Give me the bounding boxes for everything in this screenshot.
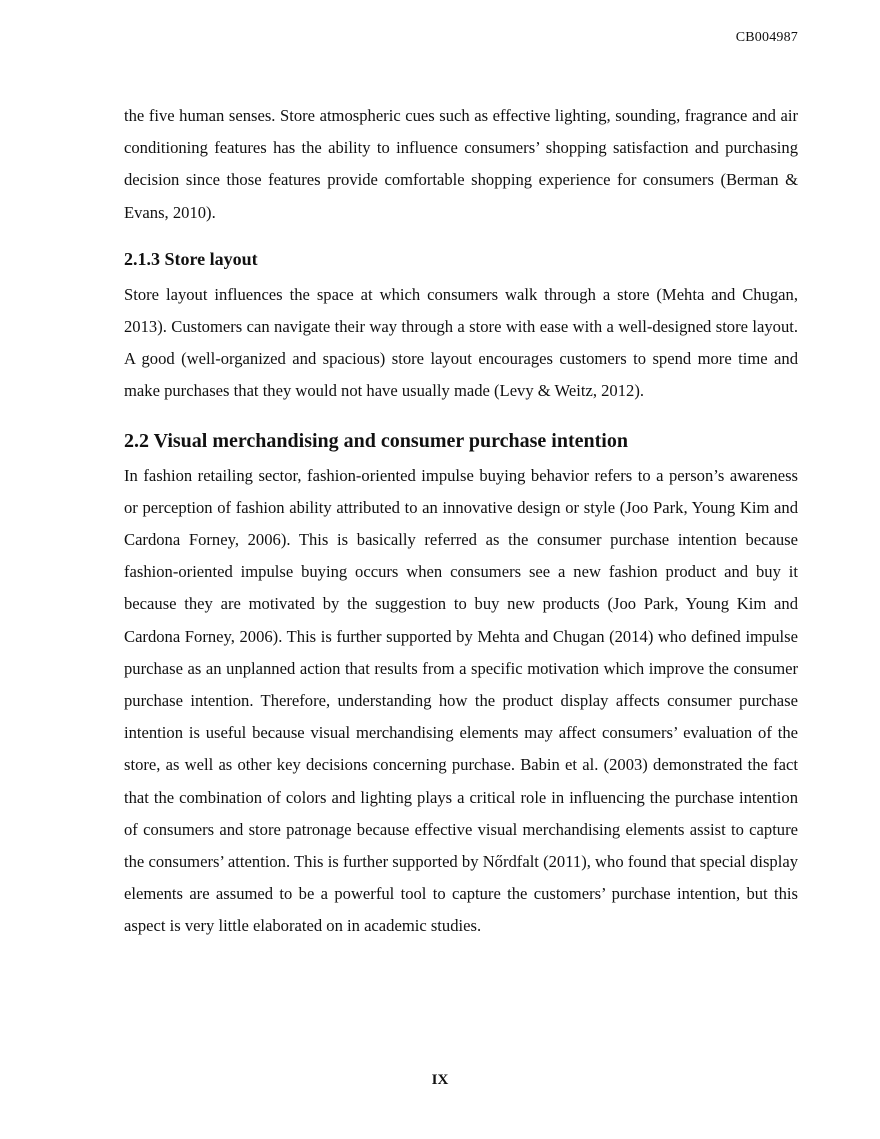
section-heading-store-layout: 2.1.3 Store layout	[124, 248, 258, 269]
document-id: CB004987	[735, 30, 798, 45]
visual-merchandising-paragraph: In fashion retailing sector, fashion-oriented impulse buying behavior refers to a person’s awareness or perception of fashion ability attributed to an innovative design or style (Joo Park, Young Kim and Cardona Forney, 2006). This is basically referred as the consumer purchase intention because fashion-oriented impulse buying occurs when consumers see a new fashion product and buy it because they are motivated by the suggestion to buy new products (Joo Park, Young Kim and Cardona Forney, 2006). This is further supported by Mehta and Chugan (2014) who defined impulse purchase as an unplanned action that results from a specific motivation which improve the consumer purchase intention. Therefore, understanding how the product display affects consumer purchase intention is useful because visual merchandising elements may affect consumers’ evaluation of the store, as well as other key decisions concerning purchase. Babin et al. (2003) demonstrated the fact that the combination of colors and lighting plays a critical role in influencing the purchase intention of consumers and store patronage because effective visual merchandising elements assist to capture the consumers’ attention. This is further supported by Nőrdfalt (2011), who found that special display elements are assumed to be a powerful tool to capture the customers’ purchase intention, but this aspect is very little elaborated on in academic studies.	[124, 465, 798, 936]
page-number: IX	[431, 1072, 449, 1088]
intro-paragraph: the five human senses. Store atmospheric cues such as effective lighting, sounding, fragrance and air conditioning features has the ability to influence consumers’ shopping satisfaction and purchasing decision since those features provide comfortable shopping experience for consumers (Berman & Evans, 2010).	[124, 106, 798, 222]
store-layout-paragraph: Store layout influences the space at which consumers walk through a store (Mehta and Chugan, 2013). Customers can navigate their way through a store with ease with a well-designed store layout. A good (well-organized and spacious) store layout encourages customers to spend more time and make purchases that they would not have usually made (Levy & Weitz, 2012).	[124, 284, 798, 401]
section-heading-visual-merchandising: 2.2 Visual merchandising and consumer purchase intention	[124, 429, 628, 452]
page-content	[124, 100, 798, 943]
